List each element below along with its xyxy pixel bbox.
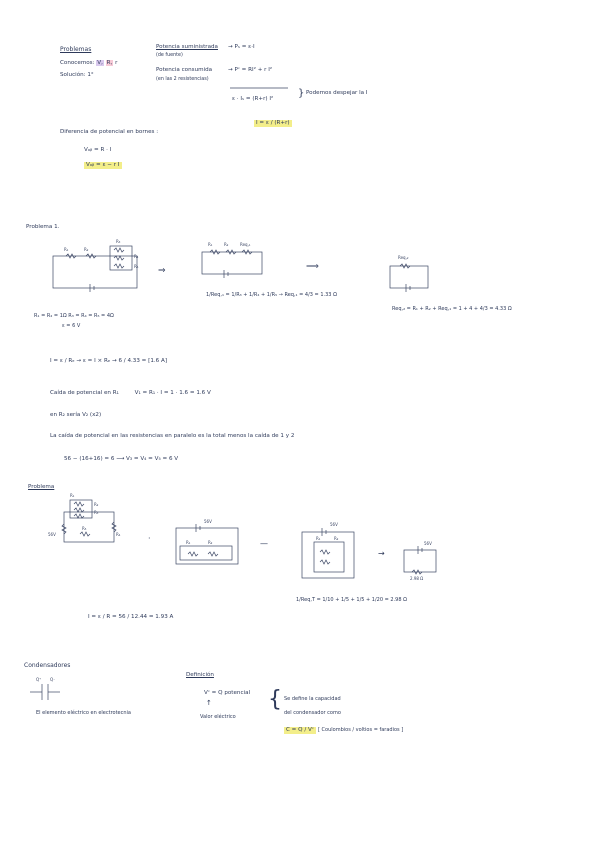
eq-current-p1: I = ε / Rₑ → ε = I × Rₑ → 6 / 4.33 = [1.6 A] xyxy=(50,358,168,364)
circuit-a-r1: R₁ xyxy=(70,493,75,498)
unit-part-2: = faradios ] xyxy=(373,727,404,733)
circuit-a-r4: R₄ xyxy=(116,532,121,537)
circuit-3-diagram xyxy=(388,250,432,290)
separator-dot: · xyxy=(148,534,151,543)
despejar-note: Podemos despejar la I xyxy=(306,90,368,96)
eq-req2: Req,₂ = R₁ + R₂ + Req,₁ = 1 + 4 + 4/3 = 4.33 Ω xyxy=(392,306,512,312)
caida-final: 56 − (16+16) = 6 ⟶ V₃ = V₄ = V₅ = 6 V xyxy=(64,456,179,462)
conocemos-r: R, xyxy=(106,60,113,66)
capacidad-note-1: Se define la capacidad xyxy=(284,696,341,702)
circuit2-r2-label: R₂ xyxy=(224,242,229,247)
circuit-a-r2: R₂ xyxy=(94,502,99,507)
equation-line xyxy=(230,86,290,90)
eq-vab2: Vₐᵦ = ε − r I xyxy=(86,162,120,168)
eq-current-p2: I = ε / R = 56 / 12.44 = 1.93 A xyxy=(88,614,174,620)
circuit1-r3-label: R₃ xyxy=(116,239,121,244)
conocemos-line xyxy=(60,60,117,67)
definicion-title: Definición xyxy=(186,672,214,678)
caida-parallel-note: La caída de potencial en las resistencias en paralelo es la total menos la caída de 1 y 2 xyxy=(50,433,295,439)
conocemos-v: V, xyxy=(97,60,103,66)
eq-req1: 1/Req,₁ = 1/R₃ + 1/R₄ + 1/R₅ → Req,₁ = 4/3 = 1.33 Ω xyxy=(206,292,337,298)
circuit-a-r3: R₃ xyxy=(94,510,99,515)
arrow-3: → xyxy=(378,549,385,558)
potencia-suministrada-label: Potencia suministrada xyxy=(156,44,218,50)
brace-right: } xyxy=(298,88,305,99)
circuit-2-diagram xyxy=(200,238,270,278)
capacitor-q-plus: Q⁺ xyxy=(36,677,42,682)
eq-capacitance: C = Q / Vᶜ xyxy=(286,727,314,733)
solucion-value: 1° xyxy=(87,72,94,78)
arrow-1: ⇒ xyxy=(158,266,166,276)
circuit-d-emf: 56V xyxy=(424,541,432,546)
capacitor-symbol xyxy=(30,676,70,702)
capacitance-unit xyxy=(318,727,403,734)
circuit1-r5-label: R₅ xyxy=(134,264,139,269)
circuit-b-diagram xyxy=(172,518,244,568)
diferencia-label: Diferencia de potencial en bornes : xyxy=(60,129,159,135)
eq-current-result: I = ε / (R+r) xyxy=(256,120,290,126)
conocemos-label: Conocemos: xyxy=(60,60,95,66)
circuit1-r1-label: R₁ xyxy=(64,247,69,252)
circuit-c-r2: R₂ xyxy=(334,536,339,541)
circuit-d-req: 2.98 Ω xyxy=(410,576,424,581)
circuit-a-diagram xyxy=(48,493,126,550)
brace-left: { xyxy=(268,687,282,712)
eq-vab1: Vₐᵦ = R · I xyxy=(84,147,112,153)
eq-balance: ε · Iₛ = (R+r) I² xyxy=(232,96,274,102)
given-emf: ε = 6 V xyxy=(62,323,81,329)
section4-title: Condensadores xyxy=(24,662,71,669)
circuit-c-r1: R₁ xyxy=(316,536,321,541)
ambas-resistencias-label: (en las 2 resistencias) xyxy=(156,77,209,82)
caida-title: Caída de potencial en R₁ xyxy=(50,390,119,396)
circuit3-req2-label: Req,₂ xyxy=(398,255,409,260)
eq-req-total: 1/Req,T = 1/10 + 1/5 + 1/5 + 1/20 = 2.98 Ω xyxy=(296,597,407,603)
circuit-c-diagram xyxy=(300,520,362,584)
circuit-a-emf: 56V xyxy=(48,532,56,537)
solucion-line xyxy=(60,72,94,79)
arrow-2: ⟹ xyxy=(306,262,319,272)
capacitor-q-minus: Q⁻ xyxy=(50,677,56,682)
section2-title: Problema 1. xyxy=(26,224,60,230)
circuit2-r1-label: R₁ xyxy=(208,242,213,247)
caida-line xyxy=(50,390,211,397)
arrow-up: ↑ xyxy=(206,699,212,707)
circuit-d-diagram xyxy=(402,540,442,581)
circuit1-r2-label: R₂ xyxy=(84,247,89,252)
elemento-note: El elemento eléctrico en electrotecnia xyxy=(36,710,131,716)
circuit-1-diagram xyxy=(52,238,142,296)
section3-title: Problema xyxy=(28,484,55,490)
separator-dash: — xyxy=(260,539,268,548)
circuit1-r4-label: R₄ xyxy=(134,254,139,259)
eq-pc: → Pᶜ = RI² + r I² xyxy=(228,67,273,73)
unit-part-1: [ Coulombios / voltios xyxy=(318,727,373,733)
capacidad-note-2: del condensador como xyxy=(284,710,341,716)
eq-ps xyxy=(228,44,255,51)
circuit-a-r5: R₅ xyxy=(82,526,87,531)
caida-eq: V₁ = R₁ · I = 1 · 1.6 = 1.6 V xyxy=(134,390,211,396)
circuit-b-emf: 56V xyxy=(204,519,212,524)
caida-r2: en R₂ sería V₂ (x2) xyxy=(50,412,102,418)
solucion-label: Solución: xyxy=(60,72,86,78)
eq-ps-text: → Pₛ = ε·I xyxy=(228,44,255,50)
eq-vc: Vᶜ = Q potencial xyxy=(204,690,251,696)
section1-title: Problemas xyxy=(60,46,92,53)
potencia-consumida-label: Potencia consumida xyxy=(156,67,213,73)
circuit-b-r1: R₁ xyxy=(186,540,191,545)
conocemos-r-small: r xyxy=(115,60,118,66)
por-fuente-label: (de fuente) xyxy=(156,53,183,58)
vc-note: Valor eléctrico xyxy=(200,714,236,720)
given-resistances: R₁ = R₂ = 1Ω R₃ = R₄ = R₅ = 4Ω xyxy=(34,313,114,319)
circuit-b-r2: R₂ xyxy=(208,540,213,545)
circuit-c-emf: 56V xyxy=(330,522,338,527)
circuit2-req1-label: Req,₁ xyxy=(240,242,251,247)
